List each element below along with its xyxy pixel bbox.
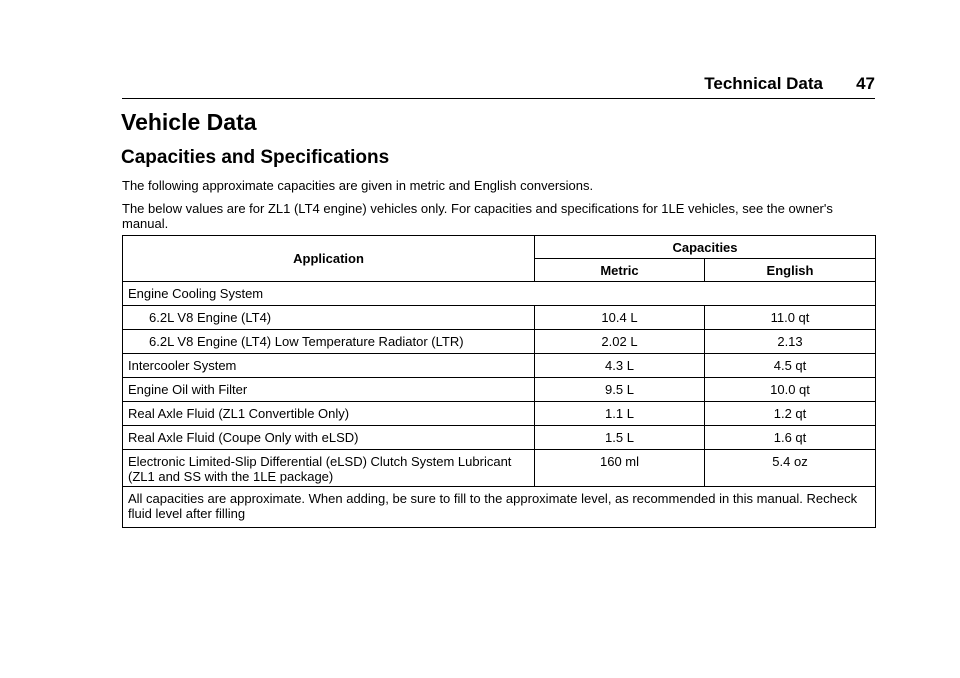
intro-paragraph-2: The below values are for ZL1 (LT4 engine) vehicles only. For capacities and specifications for 1LE vehicles, see the owner's manual. <box>122 201 833 231</box>
page-header <box>122 70 875 98</box>
table-header-row <box>123 236 876 259</box>
cell-metric: 160 ml <box>535 450 705 487</box>
cell-application: Intercooler System <box>123 354 535 378</box>
cell-application: 6.2L V8 Engine (LT4) Low Temperature Radiator (LTR) <box>123 330 535 354</box>
cell-application: Real Axle Fluid (Coupe Only with eLSD) <box>123 426 535 450</box>
col-application: Application <box>123 236 535 282</box>
cell-application: 6.2L V8 Engine (LT4) <box>123 306 535 330</box>
table-row <box>123 306 876 330</box>
group-label: Engine Cooling System <box>123 282 876 306</box>
header-rule <box>122 98 875 99</box>
cell-metric: 1.1 L <box>535 402 705 426</box>
cell-english: 10.0 qt <box>705 378 876 402</box>
table-row <box>123 378 876 402</box>
cell-metric: 2.02 L <box>535 330 705 354</box>
table-note-row <box>123 487 876 528</box>
cell-english: 4.5 qt <box>705 354 876 378</box>
cell-metric: 1.5 L <box>535 426 705 450</box>
cell-english: 1.6 qt <box>705 426 876 450</box>
table-row <box>123 282 876 306</box>
table-row <box>123 426 876 450</box>
cell-english: 1.2 qt <box>705 402 876 426</box>
col-english: English <box>705 259 876 282</box>
cell-application: Real Axle Fluid (ZL1 Convertible Only) <box>123 402 535 426</box>
cell-metric: 4.3 L <box>535 354 705 378</box>
section-heading: Capacities and Specifications <box>121 147 390 168</box>
table-row <box>123 402 876 426</box>
col-metric: Metric <box>535 259 705 282</box>
capacities-table <box>122 235 876 528</box>
cell-application: Electronic Limited-Slip Differential (eLSD) Clutch System Lubricant (ZL1 and SS with the 1LE package) <box>123 450 535 487</box>
page-number: 47 <box>856 74 875 93</box>
table-note: All capacities are approximate. When adding, be sure to fill to the approximate level, as recommended in this manual. Recheck fluid level after filling <box>123 487 876 528</box>
table-row <box>123 354 876 378</box>
table-row <box>123 330 876 354</box>
cell-english: 11.0 qt <box>705 306 876 330</box>
section-title: Technical Data <box>704 74 823 93</box>
page-title: Vehicle Data <box>121 109 257 135</box>
table-row <box>123 450 876 487</box>
cell-application: Engine Oil with Filter <box>123 378 535 402</box>
cell-metric: 9.5 L <box>535 378 705 402</box>
col-capacities: Capacities <box>535 236 876 259</box>
cell-english: 5.4 oz <box>705 450 876 487</box>
intro-paragraph-1: The following approximate capacities are given in metric and English conversions. <box>122 178 594 193</box>
cell-english: 2.13 <box>705 330 876 354</box>
cell-metric: 10.4 L <box>535 306 705 330</box>
